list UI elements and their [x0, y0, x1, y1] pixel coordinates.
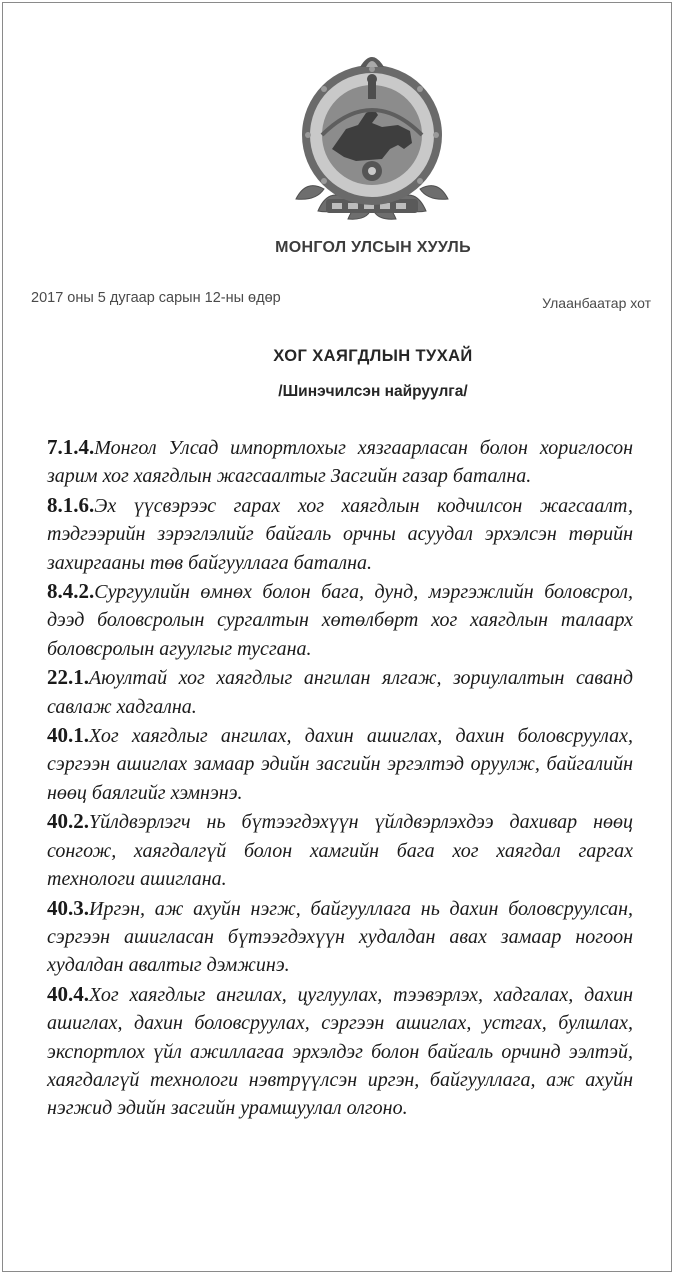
clause-text: Үйлдвэрлэгч нь бүтээгдэхүүн үйлдвэрлэхдээ дахивар нөөц сонгож, хаягдалгүй болон хамгийн бага хог хаягдал гаргах технологи ашиглана. [47, 811, 633, 891]
mongolia-state-emblem-icon [286, 49, 458, 233]
clause-40-4 [47, 980, 633, 1123]
clause-22-1 [47, 663, 633, 721]
clause-text: Сургуулийн өмнөх болон бага, дунд, мэргэжлийн боловсрол, дээд боловсролын сургалтын хөтөлбөрт хог хаягдлын талаарх боловсролын агуулгыг тусгана. [47, 581, 633, 660]
clause-number: 7.1.4. [47, 435, 95, 459]
clause-text: Хог хаягдлыг ангилах, цуглуулах, тээвэрлэх, хадгалах, дахин ашиглах, дахин боловсруулах, сэргээн ашиглах, устгах, булшлах, экспортлох үйл ажиллагаа эрхэлдэг болон байгаль орчинд ээлтэй, хаягдалгүй технологи нэвтрүүлсэн иргэн, байгууллага, аж ахуйн нэгжид эдийн засгийн урамшуулал олгоно. [47, 983, 633, 1120]
clause-list [47, 433, 633, 1123]
clause-text: Монгол Улсад импортлохыг хязгаарласан болон хориглосон зарим хог хаягдлын жагсаалтыг Засгийн газар батална. [47, 437, 633, 488]
clause-text: Иргэн, аж ахуйн нэгж, байгууллага нь дахин боловсруулсан, сэргээн ашигласан бүтээгдэхүүн худалдан авах замаар ногоон худалдан авалтыг дэмжинэ. [47, 897, 633, 977]
document-title: ХОГ ХАЯГДЛЫН ТУХАЙ [273, 347, 473, 365]
emblem-graphic [286, 49, 458, 233]
clause-40-2 [47, 807, 633, 893]
clause-number: 40.2. [47, 809, 89, 834]
clause-8-4-2 [47, 577, 633, 663]
clause-text: Хог хаягдлыг ангилах, дахин ашиглах, дахин боловсруулах, сэргээн ашиглах замаар эдийн засгийн эргэлтэд оруулж, байгалийн нөөц баялгийг хэмнэнэ. [47, 725, 633, 804]
clause-40-3 [47, 894, 633, 980]
clause-8-1-6 [47, 491, 633, 577]
clause-number: 8.4.2. [47, 579, 95, 604]
clause-7-1-4 [47, 433, 633, 491]
law-document-page [2, 2, 672, 1272]
clause-number: 8.1.6. [47, 492, 95, 517]
clause-number: 22.1. [47, 665, 89, 690]
clause-number: 40.1. [47, 723, 89, 748]
clause-number: 40.4. [47, 981, 89, 1006]
law-place: Улаанбаатар хот [542, 295, 651, 311]
law-heading: МОНГОЛ УЛСЫН ХУУЛЬ [275, 239, 471, 256]
clause-40-1 [47, 721, 633, 807]
document-subtitle: /Шинэчилсэн найруулга/ [278, 383, 468, 400]
law-date: 2017 оны 5 дугаар сарын 12-ны өдөр [31, 290, 281, 306]
clause-text: Аюултай хог хаягдлыг ангилан ялгаж, зориулалтын саванд савлаж хадгална. [47, 667, 633, 718]
clause-number: 40.3. [47, 895, 89, 920]
clause-text: Эх үүсвэрээс гарах хог хаягдлын кодчилсон жагсаалт, тэдгээрийн зэрэглэлийг байгаль орчны асуудал эрхэлсэн төрийн захиргааны төв байгууллага батална. [47, 494, 633, 574]
